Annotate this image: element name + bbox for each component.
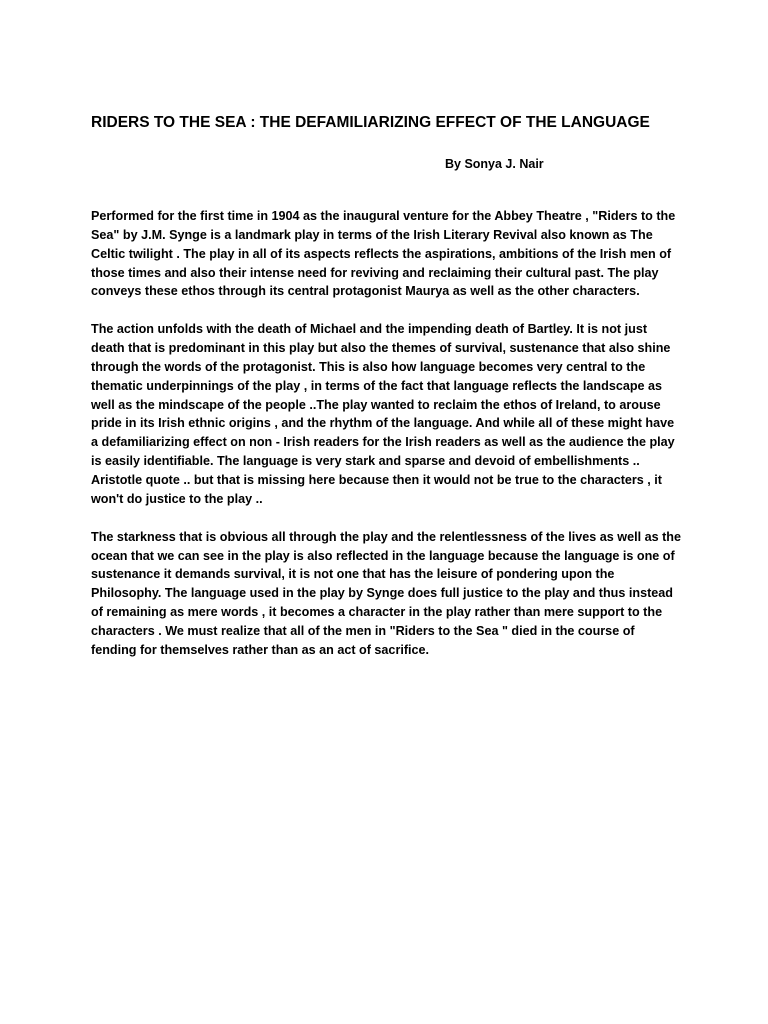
paragraph-1: Performed for the first time in 1904 as the inaugural venture for the Abbey Theatre , "Riders to the Sea" by J.M. Synge is a landmark play in terms of the Irish Literary Revival also known as The Celtic twilight . The play in all of its aspects reflects the aspirations, ambitions of the Irish men of those times and also their intense need for reviving and reclaiming their cultural past. The play conveys these ethos through its central protagonist Maurya as well as the other characters.: [91, 209, 676, 299]
author-byline: By Sonya J. Nair: [445, 157, 544, 171]
paragraph-2: The action unfolds with the death of Michael and the impending death of Bartley. It is not just death that is predominant in this play but also the themes of survival, sustenance that also shine through the words of the protagonist. This is also how language becomes very central to the thematic underpinnings of the play , in terms of the fact that language reflects the landscape as well as the mindscape of the people ..The play wanted to reclaim the ethos of Ireland, to arouse pride in its Irish ethnic origins , and the rhythm of the language. And while all of these might have a defamiliarizing effect on non - Irish readers for the Irish readers as well as the audience the play is easily identifiable. The language is very stark and sparse and devoid of embellishments .. Aristotle quote .. but that is missing here because then it would not be true to the characters , it won't do justice to the play ..: [91, 322, 675, 506]
paragraph-3: The starkness that is obvious all through the play and the relentlessness of the lives as well as the ocean that we can see in the play is also reflected in the language because the language is one of sustenance it demands survival, it is not one that has the leisure of pondering upon the Philosophy. The language used in the play by Synge does full justice to the play and thus instead of remaining as mere words , it becomes a character in the play rather than mere support to the characters . We must realize that all of the men in "Riders to the Sea " died in the course of fending for themselves rather than as an act of sacrifice.: [91, 529, 681, 657]
document-title: RIDERS TO THE SEA : THE DEFAMILIARIZING EFFECT OF THE LANGUAGE: [91, 114, 650, 131]
document-page: [91, 112, 683, 660]
